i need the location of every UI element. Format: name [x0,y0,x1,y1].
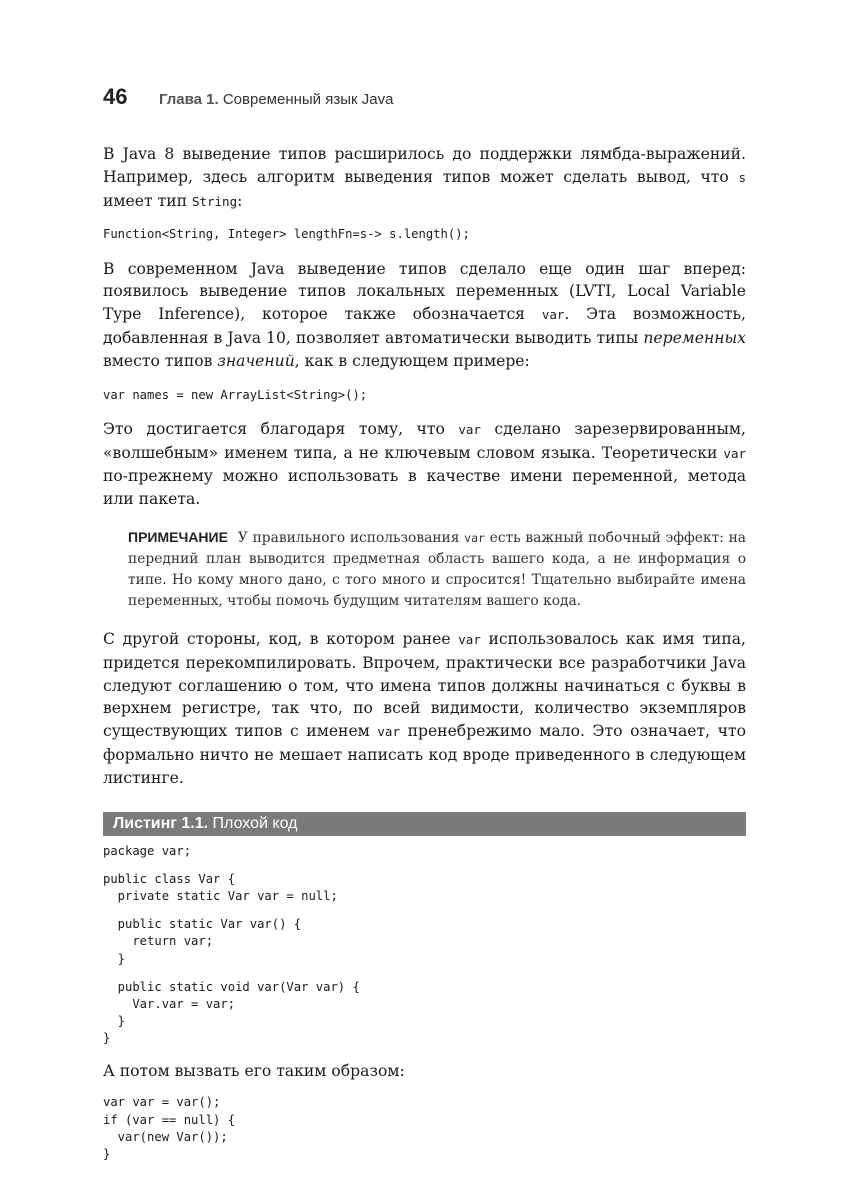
inline-code: s [738,169,746,185]
text: вместо типов [103,351,218,370]
chapter-label: Глава 1. [159,91,219,108]
paragraph-reserved-type [103,418,746,511]
note-box [128,527,746,612]
book-page [103,84,746,1163]
code-lambda-example: Function<String, Integer> lengthFn=s-> s.length(); [103,227,470,242]
paragraph-recompile [103,628,746,790]
text: У правильного использования [237,529,465,546]
text: В современном Java выведение типов сделало еще один шаг вперед: появилось выведение типов локальных переменных (LVTI, Local Variable Type Inference), которое также обозначается [103,259,746,324]
text: С другой стороны, код, в котором ранее [103,629,459,648]
text: есть важный побочный эффект: на передний план выводится предметная область вашего кода, а не информация о типе. Но кому много дано, с того много и спросится! Тщательно выбирайте имена переменных, чтобы помочь будущим читателям вашего кода. [128,529,747,609]
inline-code: var [541,307,565,323]
paragraph-lambda-inference [103,143,746,213]
chapter-title: Современный язык Java [222,91,394,108]
inline-code: var [377,724,400,740]
text: . Эта возможность, добавленная в Java 10, позволяет автоматически выводить типы [103,305,746,347]
text: сделано зарезервированным, «волшебным» именем типа, а не ключевым словом языка. Теоретически [103,419,746,462]
inline-code: String [191,193,238,209]
note-label: ПРИМЕЧАНИЕ [128,528,228,545]
text: имеет тип [103,191,192,210]
inline-code: var [458,631,481,647]
listing-code-setter: public static void var(Var var) { Var.var = var; } } [103,979,360,1046]
inline-code: var [458,421,481,437]
inline-code: var [464,530,485,545]
paragraph-lvti [103,258,746,373]
listing-code-package: package var; [103,843,192,858]
inline-code: var [723,445,746,461]
chapter-heading [159,91,393,108]
page-number: 46 [103,84,128,109]
emphasis: значений [217,351,295,370]
text: пренебрежимо мало. Это означает, что формально ничто не мешает написать код вроде приведенного в следующем листинге. [103,722,746,787]
text: Это достигается благодаря тому, что [103,419,459,438]
running-header [103,84,746,114]
listing-label: Листинг 1.1. [113,814,209,832]
code-call-example: var var = var(); if (var == null) { var(new Var()); } [103,1095,236,1161]
text: : [237,191,243,210]
code-var-example: var names = new ArrayList<String>(); [103,387,368,402]
text: по-прежнему можно использовать в качестве имени переменной, метода или пакета. [103,467,746,509]
text: А потом вызвать его таким образом: [103,1061,405,1080]
emphasis: переменных [643,328,746,347]
listing-code-getter: public static Var var() { return var; } [117,917,302,966]
text: В Java 8 выведение типов расширилось до поддержки лямбда-выражений. Например, здесь алгоритм выведения типов может сделать вывод, что [103,145,746,186]
listing-title: Плохой код [212,814,298,832]
text: использовалось как имя типа, придется перекомпилировать. Впрочем, практически все разработчики Java следуют соглашению о том, что имена типов должны начинаться с буквы в верхнем регистре, так что, по всей видимости, количество экземпляров существующих типов с именем [103,629,747,741]
paragraph-call [103,1060,746,1083]
text: , как в следующем примере: [294,351,530,370]
listing-code-class: public class Var { private static Var var = null; [103,871,338,903]
listing-title-bar [103,812,746,836]
